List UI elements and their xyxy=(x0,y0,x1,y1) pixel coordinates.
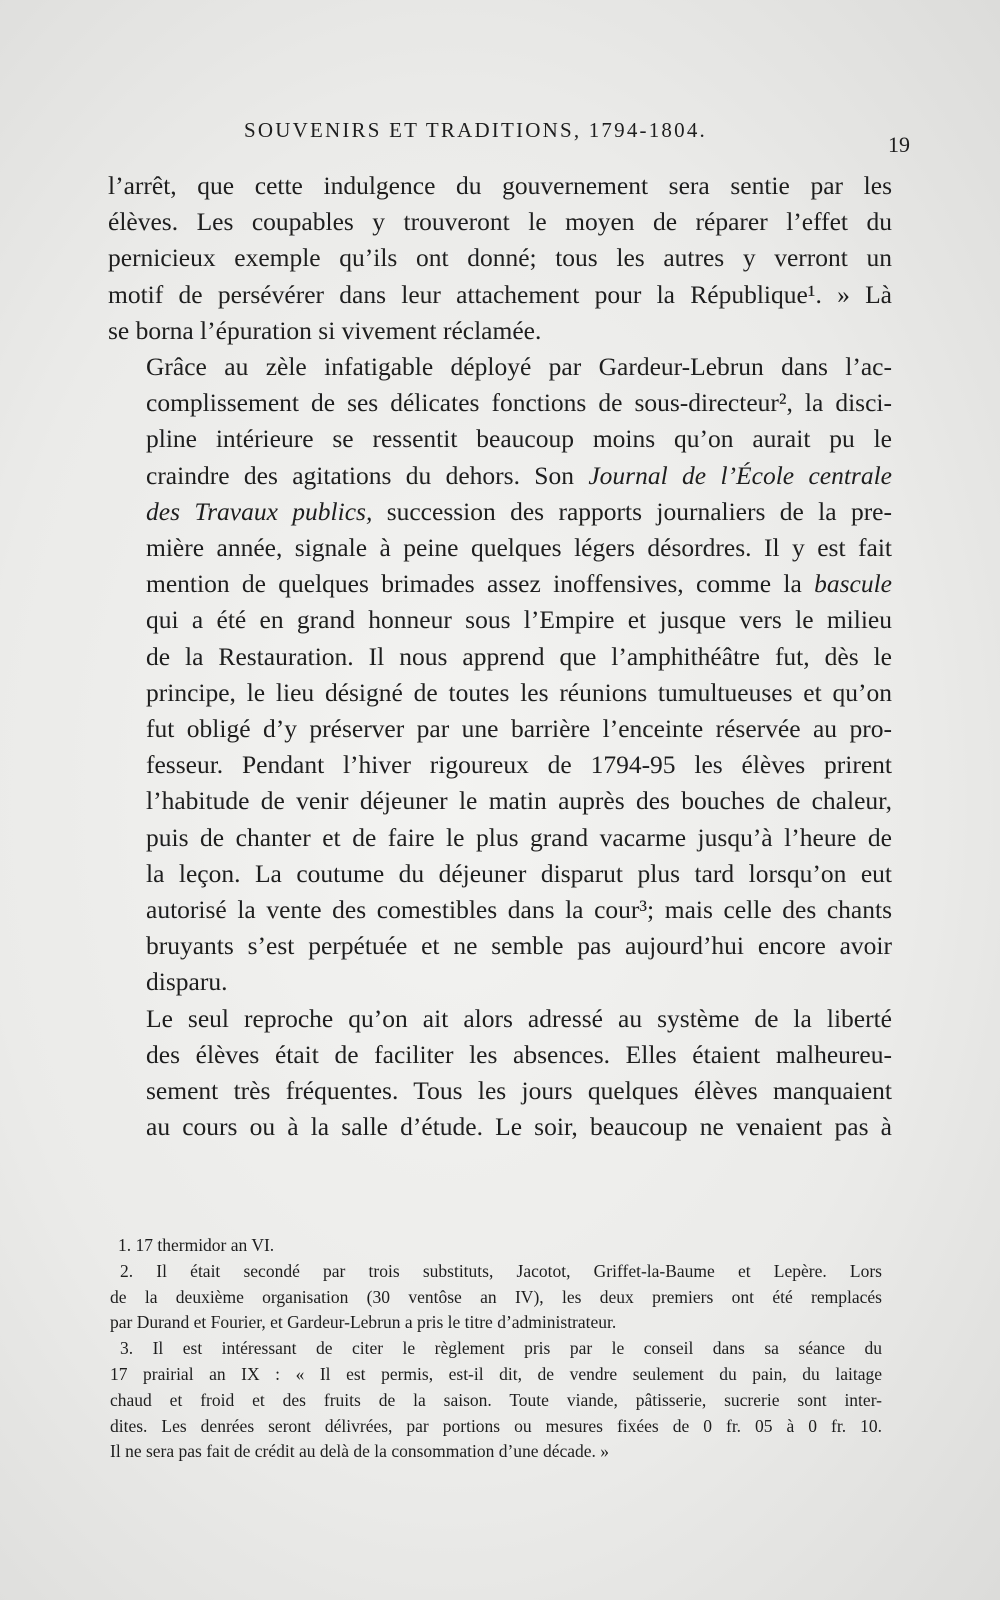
text-line: sement très fréquentes. Tous les jours quelques élèves manquaient xyxy=(146,1076,892,1106)
footnote-line: par Durand et Fourier, et Gardeur-Lebrun a pris le titre d’administrateur. xyxy=(110,1312,617,1333)
paragraph-1 xyxy=(108,168,892,349)
footnote-line: 2. Il était secondé par trois substituts, Jacotot, Griffet-la-Baume et Lepère. Lors xyxy=(120,1260,882,1281)
journal-title: Journal de l’École centrale xyxy=(588,460,892,490)
footnote-1 xyxy=(110,1233,882,1259)
text-line: puis de chanter et de faire le plus grand vacarme jusqu’à l’heure de xyxy=(146,822,892,852)
text-line: motif de persévérer dans leur attachement pour la République¹. » Là xyxy=(108,279,892,309)
text-line: qui a été en grand honneur sous l’Empire et jusque vers le milieu xyxy=(146,605,892,635)
text-line: élèves. Les coupables y trouveront le moyen de réparer l’effet du xyxy=(108,207,892,237)
main-text xyxy=(108,168,892,1145)
term-bascule: bascule xyxy=(814,569,893,599)
text-line: se borna l’épuration si vivement réclamée. xyxy=(108,315,542,345)
footnote-line: de la deuxième organisation (30 ventôse an IV), les deux premiers ont été remplacés xyxy=(110,1286,882,1307)
text-line: mière année, signale à peine quelques légers désordres. Il y est fait xyxy=(146,533,892,563)
text-line: fesseur. Pendant l’hiver rigoureux de 1794-95 les élèves prirent xyxy=(146,750,892,780)
journal-title-cont: des Travaux publics, xyxy=(146,496,373,526)
paragraph-3 xyxy=(108,1001,892,1146)
text-line: Le seul reproche qu’on ait alors adressé au système de la liberté xyxy=(146,1003,892,1033)
page-header xyxy=(110,118,910,157)
footnotes xyxy=(110,1233,882,1465)
text-line: complissement de ses délicates fonctions de sous-directeur², la disci- xyxy=(146,388,892,418)
text-line xyxy=(108,494,892,530)
text-line: pernicieux exemple qu’ils ont donné; tous les autres y verront un xyxy=(108,243,892,273)
footnote-line: dites. Les denrées seront délivrées, par portions ou mesures fixées de 0 fr. 05 à 0 fr. 10. xyxy=(110,1415,882,1436)
running-head: SOUVENIRS ET TRADITIONS, 1794-1804. xyxy=(244,118,707,142)
text-line: Grâce au zèle infatigable déployé par Gardeur-Lebrun dans l’ac- xyxy=(146,352,892,382)
footnote-line: 3. Il est intéressant de citer le règlement pris par le conseil dans sa séance du xyxy=(120,1338,882,1359)
text-line: la leçon. La coutume du déjeuner disparut plus tard lorsqu’on eut xyxy=(146,858,892,888)
footnote-line: Il ne sera pas fait de crédit au delà de la consommation d’une décade. » xyxy=(110,1441,610,1462)
text-line: au cours ou à la salle d’étude. Le soir, beaucoup ne venaient pas à xyxy=(146,1112,892,1142)
text-line: des élèves était de faciliter les absences. Elles étaient malheureu- xyxy=(146,1039,892,1069)
footnote-line: chaud et froid et des fruits de la saison. Toute viande, pâtisserie, sucrerie sont inter- xyxy=(110,1389,882,1410)
text-line: pline intérieure se ressentit beaucoup moins qu’on aurait pu le xyxy=(146,424,892,454)
footnote-line: 1. 17 thermidor an VI. xyxy=(118,1235,275,1255)
text-line xyxy=(108,566,892,602)
text-line: bruyants s’est perpétuée et ne semble pas aujourd’hui encore avoir xyxy=(146,931,892,961)
text-line: l’habitude de venir déjeuner le matin auprès des bouches de chaleur, xyxy=(146,786,892,816)
page-number: 19 xyxy=(888,132,910,157)
text-line: disparu. xyxy=(146,967,228,997)
text-line xyxy=(108,458,892,494)
text-line: autorisé la vente des comestibles dans la cour³; mais celle des chants xyxy=(146,895,892,925)
footnote-3 xyxy=(110,1336,882,1465)
footnote-2 xyxy=(110,1259,882,1336)
text-line: principe, le lieu désigné de toutes les réunions tumultueuses et qu’on xyxy=(146,677,892,707)
text-line: de la Restauration. Il nous apprend que l’amphithéâtre fut, dès le xyxy=(146,641,892,671)
text-segment: mention de quelques brimades assez inoffensives, comme la xyxy=(146,569,802,599)
paragraph-2 xyxy=(108,349,892,1001)
text-line: fut obligé d’y préserver par une barrière l’enceinte réservée au pro- xyxy=(146,714,892,744)
text-line: l’arrêt, que cette indulgence du gouvernement sera sentie par les xyxy=(108,171,892,200)
text-segment: craindre des agitations du dehors. Son xyxy=(146,460,574,490)
text-segment: succession des rapports journaliers de la pre- xyxy=(386,496,892,526)
footnote-line: 17 prairial an IX : « Il est permis, est-il dit, de vendre seulement du pain, du laitage xyxy=(110,1363,882,1384)
